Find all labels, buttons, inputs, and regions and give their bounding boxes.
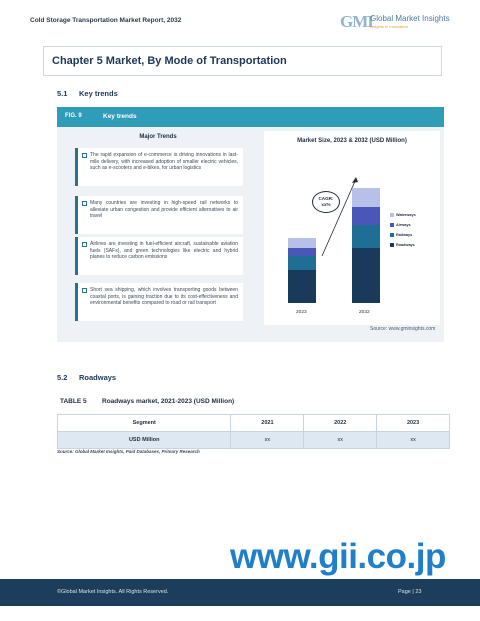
logo-mark: GMI [340, 12, 373, 31]
chart-title: Market Size, 2023 & 2032 (USD Million) [297, 138, 407, 144]
checkbox-icon [82, 153, 87, 158]
trends-heading: Major Trends [139, 134, 177, 140]
legend-item [390, 243, 416, 253]
checkbox-icon [82, 201, 87, 206]
figure-number: FIG. 9 [65, 113, 82, 119]
legend-label: Airways [396, 223, 411, 227]
cagr-arrowhead-icon [352, 177, 358, 183]
section-number: 5.1 [57, 89, 68, 98]
cagr-label: CAGR: [318, 196, 334, 201]
bar-segment-railways-2023 [288, 256, 316, 270]
figure-title-bar [57, 107, 444, 127]
section-label: Roadways [79, 373, 117, 382]
trend-text: Airlines are investing in fuel-efficient aircraft, sustainable aviation fuels (SAFs), and green technologies like electric and hybrid planes to reduce carbon emissions [90, 241, 238, 260]
x-tick-label: 2032 [359, 310, 370, 315]
trend-item [75, 196, 243, 234]
logo-tagline: Insights to Innovation [370, 24, 408, 29]
legend-swatch [390, 233, 394, 237]
trend-text: The rapid expansion of e-commerce is driving innovations in last-mile delivery, with increased adoption of smaller electric vehicles, such as e-scooters and e-bikes, for urban logistics [90, 152, 238, 171]
page-number: Page | 23 [398, 589, 422, 595]
bar-segment-roadways-2023 [288, 270, 316, 303]
bar-segment-airways-2023 [288, 248, 316, 256]
legend-item [390, 213, 416, 223]
legend-item [390, 223, 416, 233]
bar-segment-waterways-2032 [352, 188, 380, 207]
trend-item [75, 148, 243, 186]
column-header: Segment [58, 415, 231, 432]
bar-segment-airways-2032 [352, 207, 380, 225]
figure-source: Source: www.gminsights.com [370, 326, 436, 332]
x-tick-label: 2023 [296, 310, 307, 315]
column-header: 2021 [231, 415, 304, 432]
trend-item [75, 283, 243, 321]
trend-text: Many countries are investing in high-speed rail networks to alleviate urban congestion and provide efficient alternatives to air travel [90, 200, 238, 219]
cagr-value: xx% [321, 201, 331, 207]
page-footer [0, 579, 480, 606]
legend-label: Roadways [396, 243, 415, 247]
table-cell: xx [304, 432, 377, 449]
column-header: 2022 [304, 415, 377, 432]
checkbox-icon [82, 288, 87, 293]
checkbox-icon [82, 242, 87, 247]
chapter-heading-box [43, 46, 442, 76]
table-cell: xx [231, 432, 304, 449]
column-header: 2023 [377, 415, 450, 432]
chart-legend [390, 213, 416, 253]
table-row [58, 432, 450, 449]
table-cell: USD Million [58, 432, 231, 449]
footer-copyright: ©Global Market Insights. All Rights Reserved. [57, 589, 169, 595]
table-header-row [58, 415, 450, 432]
table-cell: xx [377, 432, 450, 449]
bar-segment-railways-2032 [352, 225, 380, 248]
legend-label: Railways [396, 233, 413, 237]
roadways-table [57, 414, 450, 449]
bar-segment-waterways-2023 [288, 238, 316, 248]
trend-text: Short sea shipping, which involves transporting goods between coastal ports, is gaining traction due to its cost-effectiveness and environmental benefits compared to road or rail transport [90, 287, 238, 306]
legend-label: Waterways [396, 213, 416, 217]
chapter-title: Chapter 5 Market, By Mode of Transportation [52, 55, 287, 67]
watermark-text: www.gii.co.jp [230, 537, 446, 576]
cagr-callout [312, 191, 340, 213]
legend-item [390, 233, 416, 243]
table-number: TABLE 5 [60, 398, 87, 405]
report-title: Cold Storage Transportation Market Report, 2032 [30, 17, 182, 24]
section-label: Key trends [79, 89, 118, 98]
table-source: Source: Global Market Insights, Paid Databases, Primary Research [57, 449, 200, 454]
section-number: 5.2 [57, 373, 68, 382]
legend-swatch [390, 223, 394, 227]
bar-segment-roadways-2032 [352, 248, 380, 303]
figure-title: Key trends [103, 113, 137, 120]
trend-item [75, 237, 243, 275]
market-size-chart [264, 131, 440, 325]
legend-swatch [390, 243, 394, 247]
logo-name: Global Market Insights [370, 14, 450, 23]
company-logo [340, 12, 465, 34]
legend-swatch [390, 213, 394, 217]
table-title: Roadways market, 2021-2023 (USD Million) [102, 398, 235, 405]
